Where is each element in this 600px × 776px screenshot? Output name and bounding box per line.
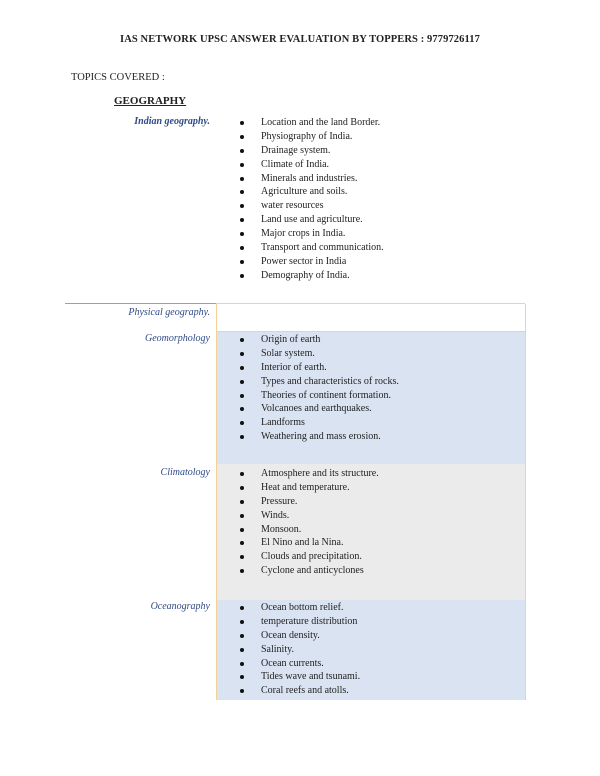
list-item: Landforms bbox=[240, 416, 399, 430]
list-item: Location and the land Border. bbox=[240, 116, 384, 130]
list-item: Interior of earth. bbox=[240, 361, 399, 375]
list-item: Winds. bbox=[240, 509, 379, 523]
section-divider-blue bbox=[65, 303, 216, 304]
list-item: temperature distribution bbox=[240, 615, 360, 629]
list-item: water resources bbox=[240, 199, 384, 213]
list-item: Ocean density. bbox=[240, 629, 360, 643]
list-item: Pressure. bbox=[240, 495, 379, 509]
list-item: Tides wave and tsunami. bbox=[240, 670, 360, 684]
physical-geography-cell bbox=[216, 304, 526, 331]
list-item: Solar system. bbox=[240, 347, 399, 361]
list-item: Agriculture and soils. bbox=[240, 185, 384, 199]
list-item: Major crops in India. bbox=[240, 227, 384, 241]
list-item: Heat and temperature. bbox=[240, 481, 379, 495]
list-item: Ocean bottom relief. bbox=[240, 601, 360, 615]
list-item: Origin of earth bbox=[240, 333, 399, 347]
physical-geography-label: Physical geography. bbox=[128, 307, 210, 318]
list-item: Types and characteristics of rocks. bbox=[240, 375, 399, 389]
list-item: Drainage system. bbox=[240, 144, 384, 158]
list-item: Climate of India. bbox=[240, 158, 384, 172]
list-item: Physiography of India. bbox=[240, 130, 384, 144]
list-item: Transport and communication. bbox=[240, 241, 384, 255]
subject-heading: GEOGRAPHY bbox=[114, 95, 187, 107]
list-item: El Nino and la Nina. bbox=[240, 536, 379, 550]
list-item: Volcanoes and earthquakes. bbox=[240, 402, 399, 416]
list-item: Coral reefs and atolls. bbox=[240, 684, 360, 698]
list-item: Theories of continent formation. bbox=[240, 389, 399, 403]
oceanography-label: Oceanography bbox=[150, 601, 210, 612]
list-item: Power sector in India bbox=[240, 255, 384, 269]
list-item: Cyclone and anticyclones bbox=[240, 564, 379, 578]
list-item: Minerals and industries. bbox=[240, 172, 384, 186]
list-item: Ocean currents. bbox=[240, 657, 360, 671]
geomorphology-label: Geomorphology bbox=[145, 333, 210, 344]
indian-geography-label: Indian geography. bbox=[134, 116, 210, 127]
list-item: Monsoon. bbox=[240, 523, 379, 537]
list-item: Atmosphere and its structure. bbox=[240, 467, 379, 481]
climatology-list bbox=[240, 467, 379, 578]
list-item: Salinity. bbox=[240, 643, 360, 657]
page-header: IAS NETWORK UPSC ANSWER EVALUATION BY TOPPERS : 9779726117 bbox=[120, 34, 480, 45]
indian-geography-list bbox=[240, 116, 384, 283]
climatology-label: Climatology bbox=[160, 467, 210, 478]
list-item: Demography of India. bbox=[240, 269, 384, 283]
oceanography-list bbox=[240, 601, 360, 698]
list-item: Clouds and precipitation. bbox=[240, 550, 379, 564]
list-item: Weathering and mass erosion. bbox=[240, 430, 399, 444]
geomorphology-list bbox=[240, 333, 399, 444]
list-item: Land use and agriculture. bbox=[240, 213, 384, 227]
topics-covered-label: TOPICS COVERED : bbox=[71, 72, 165, 83]
